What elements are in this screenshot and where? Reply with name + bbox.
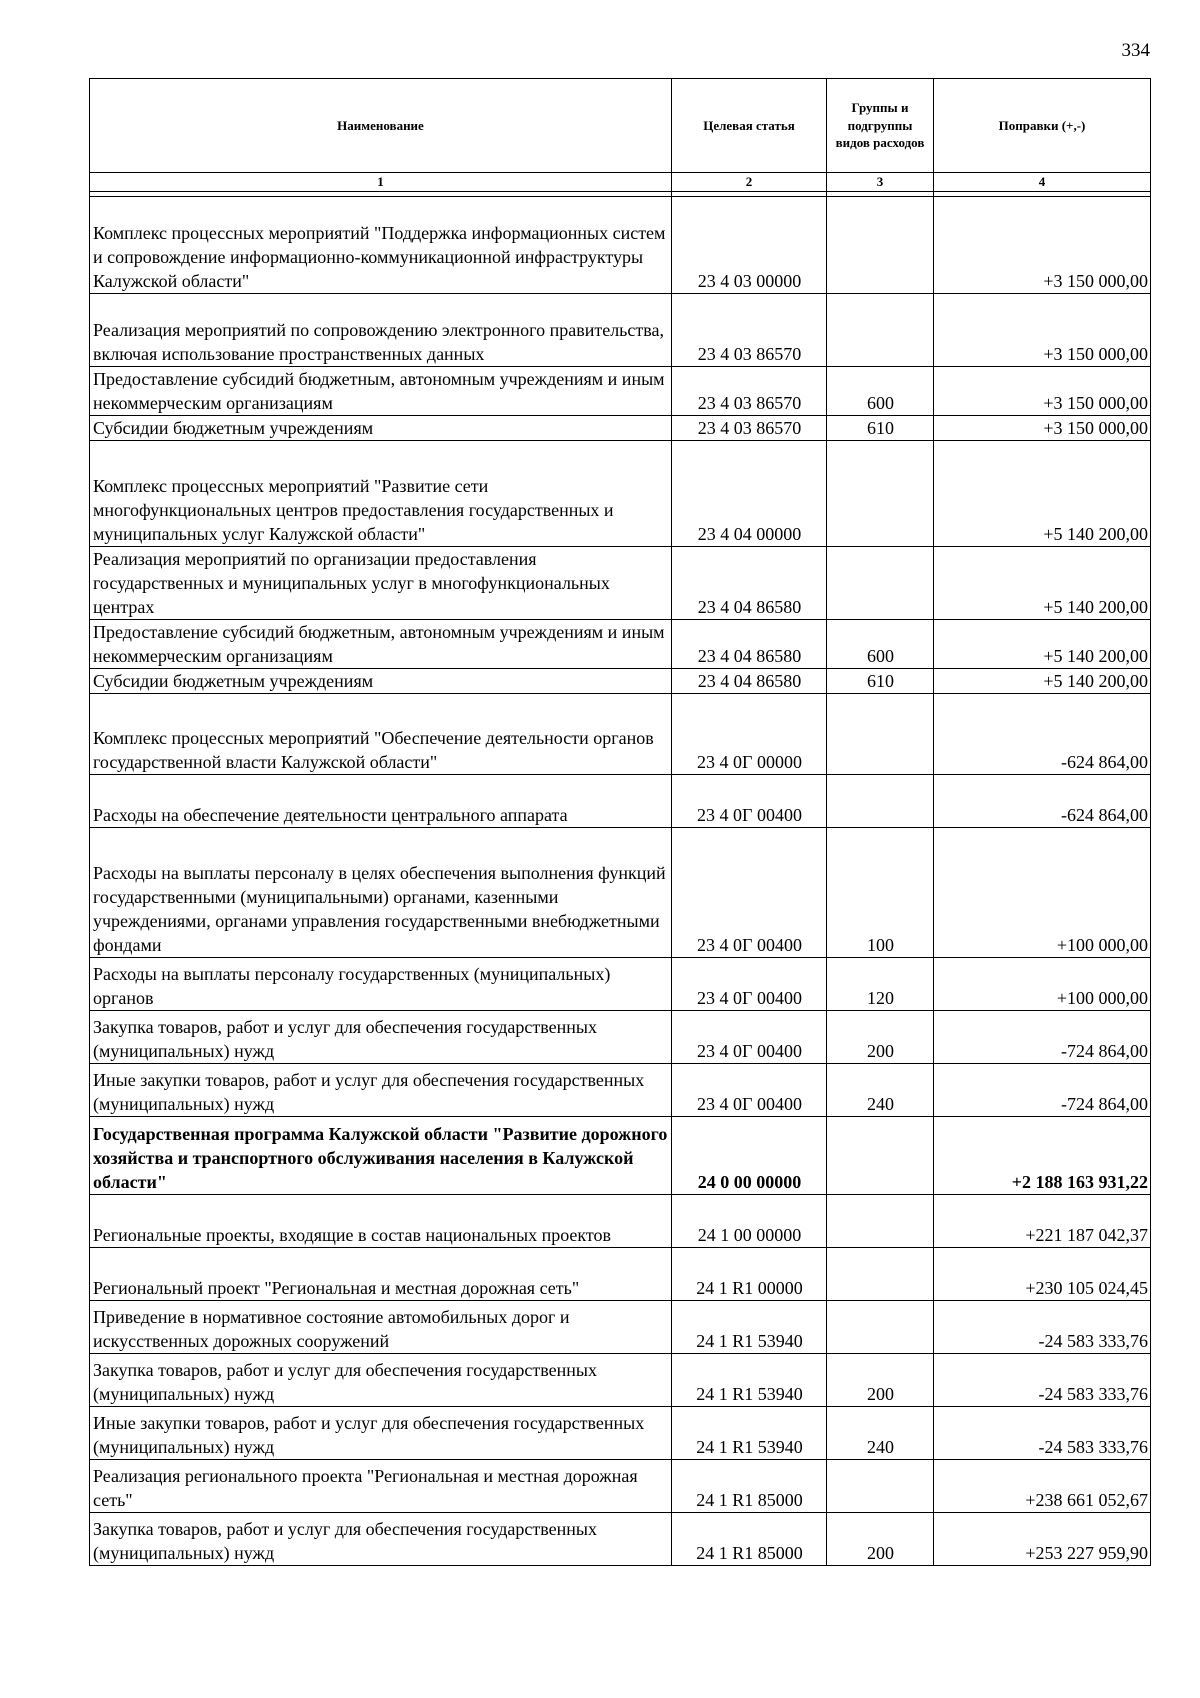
row-target-code: 24 1 R1 85000 — [672, 1459, 827, 1512]
table-row — [90, 1406, 1151, 1459]
row-name: Региональный проект "Региональная и местная дорожная сеть" — [90, 1247, 672, 1300]
column-number: 2 — [672, 173, 827, 192]
row-amount: +5 140 200,00 — [934, 619, 1151, 668]
page-number: 334 — [1121, 40, 1150, 61]
row-expense-group: 240 — [827, 1063, 934, 1116]
column-number: 3 — [827, 173, 934, 192]
row-target-code: 23 4 03 86570 — [672, 415, 827, 440]
row-name: Расходы на обеспечение деятельности центрального аппарата — [90, 774, 672, 827]
row-name: Предоставление субсидий бюджетным, автономным учреждениям и иным некоммерческим организациям — [90, 366, 672, 415]
table-row — [90, 619, 1151, 668]
row-amount: -24 583 333,76 — [934, 1406, 1151, 1459]
row-amount: -624 864,00 — [934, 693, 1151, 774]
table-row — [90, 1194, 1151, 1247]
row-amount: +238 661 052,67 — [934, 1459, 1151, 1512]
row-target-code: 23 4 0Г 00000 — [672, 693, 827, 774]
row-amount: +100 000,00 — [934, 957, 1151, 1010]
table-row — [90, 774, 1151, 827]
table-row — [90, 668, 1151, 693]
row-amount: +3 150 000,00 — [934, 293, 1151, 366]
row-target-code: 23 4 04 00000 — [672, 440, 827, 546]
row-expense-group — [827, 1194, 934, 1247]
row-expense-group — [827, 546, 934, 619]
row-name: Реализация мероприятий по организации предоставления государственных и муниципальных услуг в многофункциональных центрах — [90, 546, 672, 619]
row-target-code: 23 4 0Г 00400 — [672, 827, 827, 957]
row-expense-group: 240 — [827, 1406, 934, 1459]
row-target-code: 24 1 00 00000 — [672, 1194, 827, 1247]
header-expense-groups: Группы и подгруппы видов расходов — [827, 79, 934, 173]
row-expense-group — [827, 196, 934, 293]
table-row-program — [90, 1116, 1151, 1194]
row-name: Иные закупки товаров, работ и услуг для обеспечения государственных (муниципальных) нужд — [90, 1063, 672, 1116]
header-target-article: Целевая статья — [672, 79, 827, 173]
row-target-code: 23 4 0Г 00400 — [672, 774, 827, 827]
row-amount: +253 227 959,90 — [934, 1512, 1151, 1565]
row-amount: +5 140 200,00 — [934, 668, 1151, 693]
table-row — [90, 1459, 1151, 1512]
row-amount: +5 140 200,00 — [934, 440, 1151, 546]
table-row — [90, 827, 1151, 957]
row-expense-group — [827, 774, 934, 827]
row-name: Комплекс процессных мероприятий "Обеспечение деятельности органов государственной власти Калужской области" — [90, 693, 672, 774]
row-target-code: 23 4 03 86570 — [672, 293, 827, 366]
row-target-code: 24 1 R1 53940 — [672, 1353, 827, 1406]
row-expense-group — [827, 1116, 934, 1194]
row-name: Расходы на выплаты персоналу государственных (муниципальных) органов — [90, 957, 672, 1010]
column-number: 4 — [934, 173, 1151, 192]
row-expense-group: 610 — [827, 415, 934, 440]
row-expense-group — [827, 693, 934, 774]
row-name: Иные закупки товаров, работ и услуг для обеспечения государственных (муниципальных) нужд — [90, 1406, 672, 1459]
row-amount: +5 140 200,00 — [934, 546, 1151, 619]
row-expense-group: 200 — [827, 1353, 934, 1406]
budget-amendments-table — [89, 78, 1151, 1566]
row-name: Субсидии бюджетным учреждениям — [90, 668, 672, 693]
row-amount: -624 864,00 — [934, 774, 1151, 827]
column-number: 1 — [90, 173, 672, 192]
row-amount: +3 150 000,00 — [934, 415, 1151, 440]
row-name: Комплекс процессных мероприятий "Развитие сети многофункциональных центров предоставления государственных и муниципальных услуг Калужской области" — [90, 440, 672, 546]
table-row — [90, 1247, 1151, 1300]
row-amount: -724 864,00 — [934, 1010, 1151, 1063]
row-name: Закупка товаров, работ и услуг для обеспечения государственных (муниципальных) нужд — [90, 1010, 672, 1063]
row-amount: -724 864,00 — [934, 1063, 1151, 1116]
row-amount: +2 188 163 931,22 — [934, 1116, 1151, 1194]
row-name: Региональные проекты, входящие в состав национальных проектов — [90, 1194, 672, 1247]
row-expense-group: 200 — [827, 1010, 934, 1063]
row-target-code: 24 1 R1 00000 — [672, 1247, 827, 1300]
row-expense-group — [827, 1459, 934, 1512]
row-amount: +100 000,00 — [934, 827, 1151, 957]
row-amount: +230 105 024,45 — [934, 1247, 1151, 1300]
row-name: Закупка товаров, работ и услуг для обеспечения государственных (муниципальных) нужд — [90, 1512, 672, 1565]
row-amount: +221 187 042,37 — [934, 1194, 1151, 1247]
row-target-code: 23 4 0Г 00400 — [672, 1010, 827, 1063]
table-row — [90, 546, 1151, 619]
header-name: Наименование — [90, 79, 672, 173]
table-row — [90, 196, 1151, 293]
table-row — [90, 440, 1151, 546]
row-name: Приведение в нормативное состояние автомобильных дорог и искусственных дорожных сооружений — [90, 1300, 672, 1353]
row-target-code: 23 4 0Г 00400 — [672, 957, 827, 1010]
row-name: Субсидии бюджетным учреждениям — [90, 415, 672, 440]
row-expense-group — [827, 293, 934, 366]
row-expense-group: 200 — [827, 1512, 934, 1565]
table-header-row — [90, 79, 1151, 173]
row-amount: +3 150 000,00 — [934, 196, 1151, 293]
row-amount: -24 583 333,76 — [934, 1300, 1151, 1353]
row-expense-group: 120 — [827, 957, 934, 1010]
table-row — [90, 366, 1151, 415]
row-amount: +3 150 000,00 — [934, 366, 1151, 415]
row-name: Реализация регионального проекта "Региональная и местная дорожная сеть" — [90, 1459, 672, 1512]
row-name: Расходы на выплаты персоналу в целях обеспечения выполнения функций государственными (муниципальными) органами, казенными учреждениями, органами управления государственными внебюджетными фондами — [90, 827, 672, 957]
table-row — [90, 293, 1151, 366]
table-row — [90, 1063, 1151, 1116]
row-expense-group — [827, 1247, 934, 1300]
row-target-code: 23 4 03 86570 — [672, 366, 827, 415]
row-target-code: 24 1 R1 53940 — [672, 1300, 827, 1353]
row-expense-group — [827, 440, 934, 546]
row-target-code: 24 0 00 00000 — [672, 1116, 827, 1194]
row-name: Государственная программа Калужской области "Развитие дорожного хозяйства и транспортного обслуживания населения в Калужской области" — [90, 1116, 672, 1194]
table-row — [90, 1512, 1151, 1565]
table-row — [90, 415, 1151, 440]
row-expense-group — [827, 1300, 934, 1353]
row-name: Реализация мероприятий по сопровождению электронного правительства, включая использование пространственных данных — [90, 293, 672, 366]
row-target-code: 23 4 04 86580 — [672, 619, 827, 668]
row-amount: -24 583 333,76 — [934, 1353, 1151, 1406]
row-target-code: 23 4 0Г 00400 — [672, 1063, 827, 1116]
row-name: Закупка товаров, работ и услуг для обеспечения государственных (муниципальных) нужд — [90, 1353, 672, 1406]
row-target-code: 23 4 03 00000 — [672, 196, 827, 293]
row-target-code: 23 4 04 86580 — [672, 546, 827, 619]
row-expense-group: 600 — [827, 619, 934, 668]
row-name: Предоставление субсидий бюджетным, автономным учреждениям и иным некоммерческим организациям — [90, 619, 672, 668]
table-row — [90, 1300, 1151, 1353]
row-expense-group: 100 — [827, 827, 934, 957]
row-target-code: 24 1 R1 85000 — [672, 1512, 827, 1565]
header-amendments: Поправки (+,-) — [934, 79, 1151, 173]
table-row — [90, 1010, 1151, 1063]
row-expense-group: 610 — [827, 668, 934, 693]
row-target-code: 24 1 R1 53940 — [672, 1406, 827, 1459]
table-row — [90, 1353, 1151, 1406]
table-row — [90, 957, 1151, 1010]
row-target-code: 23 4 04 86580 — [672, 668, 827, 693]
row-expense-group: 600 — [827, 366, 934, 415]
column-number-row — [90, 173, 1151, 192]
table-row — [90, 693, 1151, 774]
row-name: Комплекс процессных мероприятий "Поддержка информационных систем и сопровождение информационно-коммуникационной инфраструктуры Калужской области" — [90, 196, 672, 293]
